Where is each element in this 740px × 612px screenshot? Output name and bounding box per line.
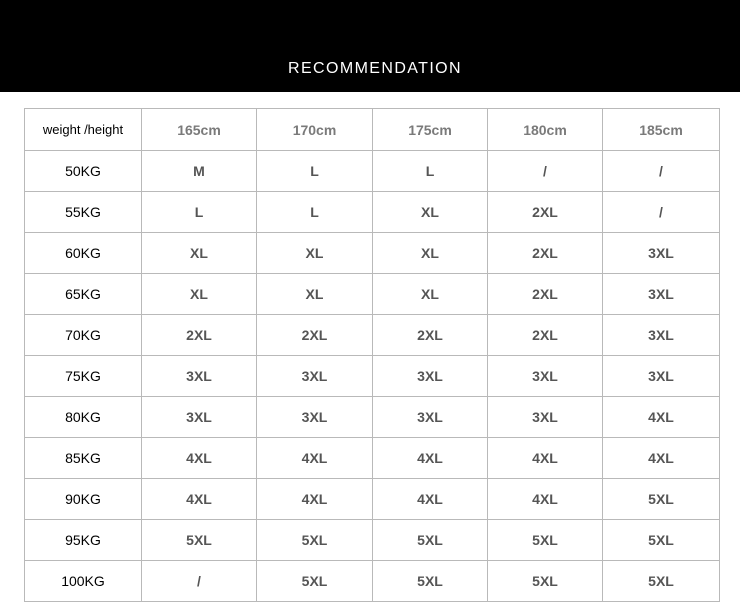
size-recommendation-table (24, 108, 720, 602)
table-row (25, 438, 720, 479)
weight-cell: 85KG (25, 438, 142, 479)
size-cell: L (373, 151, 488, 192)
size-cell: 4XL (142, 438, 257, 479)
size-cell: 2XL (373, 315, 488, 356)
size-cell: 5XL (373, 520, 488, 561)
weight-cell: 95KG (25, 520, 142, 561)
size-cell: M (142, 151, 257, 192)
size-cell: XL (142, 233, 257, 274)
size-cell: 3XL (373, 397, 488, 438)
size-cell: 3XL (373, 356, 488, 397)
recommendation-banner (0, 0, 740, 92)
size-cell: 3XL (603, 274, 720, 315)
size-cell: 4XL (142, 479, 257, 520)
size-cell: 4XL (488, 479, 603, 520)
height-header: 180cm (488, 109, 603, 151)
size-cell: 3XL (488, 397, 603, 438)
size-cell: 5XL (142, 520, 257, 561)
size-cell: 3XL (603, 356, 720, 397)
table-row (25, 151, 720, 192)
size-cell: 3XL (142, 397, 257, 438)
size-cell: 2XL (142, 315, 257, 356)
size-cell: 3XL (142, 356, 257, 397)
height-header: 165cm (142, 109, 257, 151)
table-row (25, 233, 720, 274)
table-row (25, 315, 720, 356)
height-header: 185cm (603, 109, 720, 151)
weight-cell: 65KG (25, 274, 142, 315)
size-cell: XL (373, 192, 488, 233)
size-cell: 2XL (488, 192, 603, 233)
size-cell: 5XL (603, 520, 720, 561)
weight-cell: 50KG (25, 151, 142, 192)
size-cell: 4XL (603, 397, 720, 438)
size-cell: L (142, 192, 257, 233)
size-cell: XL (373, 233, 488, 274)
size-cell: 3XL (257, 397, 373, 438)
size-cell: 3XL (603, 233, 720, 274)
size-cell: 3XL (257, 356, 373, 397)
size-cell: 4XL (488, 438, 603, 479)
weight-cell: 90KG (25, 479, 142, 520)
weight-cell: 60KG (25, 233, 142, 274)
size-cell: 2XL (488, 274, 603, 315)
size-cell: XL (142, 274, 257, 315)
size-cell: 4XL (603, 438, 720, 479)
corner-header: weight /height (25, 109, 142, 151)
size-cell: / (603, 192, 720, 233)
size-cell: 4XL (257, 438, 373, 479)
weight-cell: 70KG (25, 315, 142, 356)
table-row (25, 561, 720, 602)
banner-title: RECOMMENDATION (288, 60, 462, 77)
table-row (25, 356, 720, 397)
height-header: 170cm (257, 109, 373, 151)
size-cell: L (257, 192, 373, 233)
weight-cell: 75KG (25, 356, 142, 397)
table-row (25, 479, 720, 520)
size-cell: / (603, 151, 720, 192)
size-cell: 3XL (488, 356, 603, 397)
size-cell: 5XL (257, 520, 373, 561)
size-cell: 5XL (603, 479, 720, 520)
size-cell: 3XL (603, 315, 720, 356)
table-header-row (25, 109, 720, 151)
size-cell: / (488, 151, 603, 192)
weight-cell: 80KG (25, 397, 142, 438)
table-row (25, 520, 720, 561)
size-cell: L (257, 151, 373, 192)
size-cell: 4XL (257, 479, 373, 520)
height-header: 175cm (373, 109, 488, 151)
size-cell: XL (257, 233, 373, 274)
size-cell: 5XL (373, 561, 488, 602)
size-cell: 5XL (603, 561, 720, 602)
size-cell: 2XL (257, 315, 373, 356)
size-cell: 5XL (488, 520, 603, 561)
size-cell: 5XL (488, 561, 603, 602)
size-cell: / (142, 561, 257, 602)
table-row (25, 192, 720, 233)
size-cell: 4XL (373, 479, 488, 520)
size-cell: 4XL (373, 438, 488, 479)
size-cell: XL (373, 274, 488, 315)
weight-cell: 55KG (25, 192, 142, 233)
table-row (25, 397, 720, 438)
size-cell: 2XL (488, 315, 603, 356)
size-cell: XL (257, 274, 373, 315)
size-cell: 2XL (488, 233, 603, 274)
size-cell: 5XL (257, 561, 373, 602)
weight-cell: 100KG (25, 561, 142, 602)
table-row (25, 274, 720, 315)
